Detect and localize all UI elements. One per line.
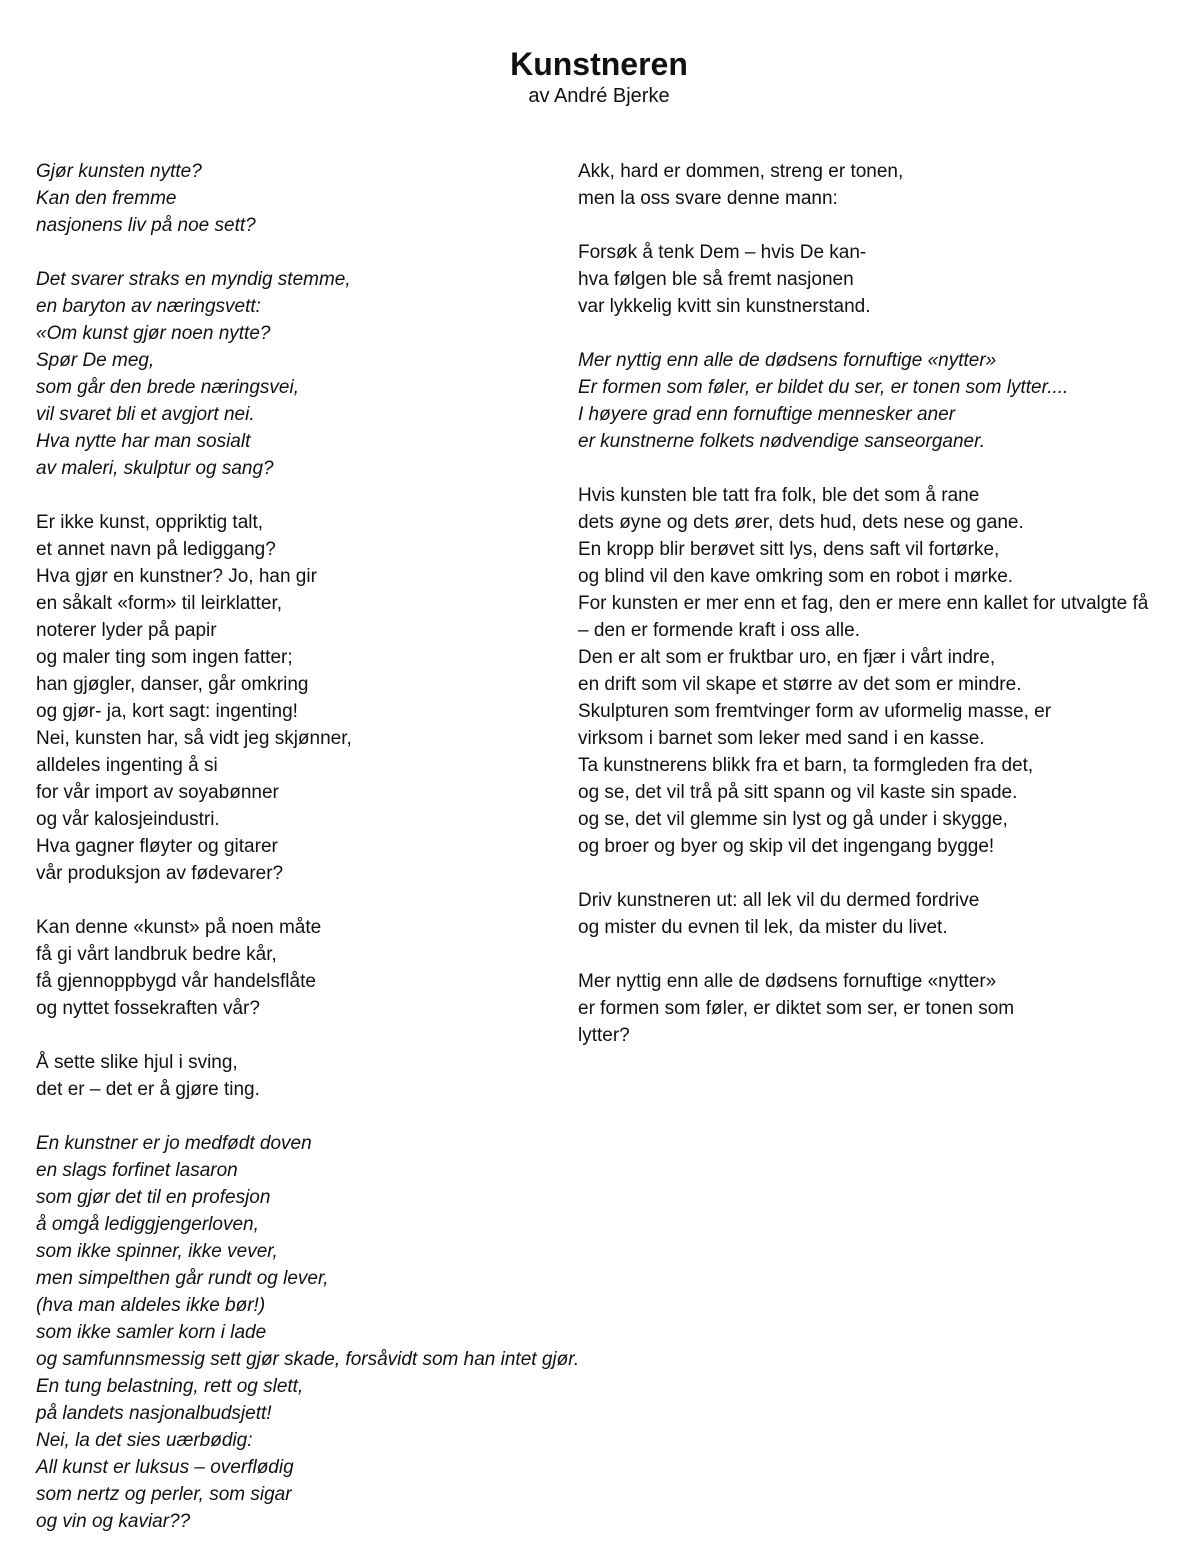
poem-column-left xyxy=(36,158,616,1562)
poem-line: Spør De meg, xyxy=(36,350,155,371)
poem-line: alldeles ingenting å si xyxy=(36,755,218,776)
stanza xyxy=(36,914,616,1022)
poem-line: (hva man aldeles ikke bør!) xyxy=(36,1295,266,1316)
poem-author: av André Bjerke xyxy=(528,85,670,107)
poem-line: få gi vårt landbruk bedre kår, xyxy=(36,944,277,965)
poem-line: og gjør- ja, kort sagt: ingenting! xyxy=(36,701,298,722)
poem-line: var lykkelig kvitt sin kunstnerstand. xyxy=(578,296,871,317)
poem-line: Driv kunstneren ut: all lek vil du dermed fordrive xyxy=(578,890,980,911)
stanza xyxy=(36,266,616,482)
poem-line: For kunsten er mer enn et fag, den er mere enn kallet for utvalgte få xyxy=(578,593,1149,614)
poem-line: han gjøgler, danser, går omkring xyxy=(36,674,309,695)
stanza xyxy=(578,887,1193,941)
poem-line: I høyere grad enn fornuftige mennesker aner xyxy=(578,404,956,425)
poem-line: få gjennoppbygd vår handelsflåte xyxy=(36,971,316,992)
poem-line: En kunstner er jo medfødt doven xyxy=(36,1133,312,1154)
poem-line: Ta kunstnerens blikk fra et barn, ta formgleden fra det, xyxy=(578,755,1034,776)
poem-line: Hva gjør en kunstner? Jo, han gir xyxy=(36,566,317,587)
poem-line: som ikke samler korn i lade xyxy=(36,1322,267,1343)
poem-line: på landets nasjonalbudsjett! xyxy=(36,1403,272,1424)
poem-line: Det svarer straks en myndig stemme, xyxy=(36,269,351,290)
poem-line: og maler ting som ingen fatter; xyxy=(36,647,293,668)
poem-line: og blind vil den kave omkring som en robot i mørke. xyxy=(578,566,1014,587)
poem-line: Akk, hard er dommen, streng er tonen, xyxy=(578,161,904,182)
poem-line: og nyttet fossekraften vår? xyxy=(36,998,260,1019)
poem-line: som nertz og perler, som sigar xyxy=(36,1484,292,1505)
poem-line: og samfunnsmessig sett gjør skade, forsåvidt som han intet gjør. xyxy=(36,1349,580,1370)
stanza xyxy=(36,158,616,239)
poem-line: en slags forfinet lasaron xyxy=(36,1160,238,1181)
poem-line: men simpelthen går rundt og lever, xyxy=(36,1268,329,1289)
poem-line: og broer og byer og skip vil det ingengang bygge! xyxy=(578,836,995,857)
poem-line: Nei, la det sies uærbødig: xyxy=(36,1430,253,1451)
poem-line: er formen som føler, er diktet som ser, er tonen som xyxy=(578,998,1015,1019)
poem-line: Kan denne «kunst» på noen måte xyxy=(36,917,322,938)
poem-line: Er ikke kunst, oppriktig talt, xyxy=(36,512,264,533)
poem-line: og vår kalosjeindustri. xyxy=(36,809,220,830)
poem-line: Å sette slike hjul i sving, xyxy=(36,1052,238,1073)
poem-line: En tung belastning, rett og slett, xyxy=(36,1376,304,1397)
poem-line: det er – det er å gjøre ting. xyxy=(36,1079,260,1100)
poem-line: en såkalt «form» til leirklatter, xyxy=(36,593,283,614)
poem-line: og se, det vil glemme sin lyst og gå under i skygge, xyxy=(578,809,1008,830)
poem-line: en drift som vil skape et større av det som er mindre. xyxy=(578,674,1022,695)
stanza xyxy=(578,239,1193,320)
poem-line: Skulpturen som fremtvinger form av uformelig masse, er xyxy=(578,701,1052,722)
poem-line: nasjonens liv på noe sett? xyxy=(36,215,256,236)
poem-line: vår produksjon av fødevarer? xyxy=(36,863,284,884)
poem-line: lytter? xyxy=(578,1025,630,1046)
poem-line: av maleri, skulptur og sang? xyxy=(36,458,274,479)
poem-line: noterer lyder på papir xyxy=(36,620,217,641)
poem-line: og mister du evnen til lek, da mister du livet. xyxy=(578,917,948,938)
stanza xyxy=(578,158,1193,212)
poem-line: Den er alt som er fruktbar uro, en fjær i vårt indre, xyxy=(578,647,996,668)
poem-line: «Om kunst gjør noen nytte? xyxy=(36,323,271,344)
poem-line: virksom i barnet som leker med sand i en kasse. xyxy=(578,728,985,749)
poem-line: vil svaret bli et avgjort nei. xyxy=(36,404,255,425)
poem-line: Kan den fremme xyxy=(36,188,177,209)
poem-line: Gjør kunsten nytte? xyxy=(36,161,202,182)
stanza xyxy=(36,1130,616,1535)
poem-line: som ikke spinner, ikke vever, xyxy=(36,1241,278,1262)
stanza xyxy=(578,347,1193,455)
poem-column-right xyxy=(578,158,1193,1076)
poem-line: Er formen som føler, er bildet du ser, er tonen som lytter.... xyxy=(578,377,1069,398)
poem-line: som går den brede næringsvei, xyxy=(36,377,299,398)
poem-line: Hva nytte har man sosialt xyxy=(36,431,251,452)
poem-line: Mer nyttig enn alle de dødsens fornuftige «nytter» xyxy=(578,350,997,371)
poem-line: dets øyne og dets ører, dets hud, dets nese og gane. xyxy=(578,512,1024,533)
poem-line: Nei, kunsten har, så vidt jeg skjønner, xyxy=(36,728,352,749)
poem-line: Hva gagner fløyter og gitarer xyxy=(36,836,278,857)
poem-line: hva følgen ble så fremt nasjonen xyxy=(578,269,854,290)
poem-line: og se, det vil trå på sitt spann og vil kaste sin spade. xyxy=(578,782,1018,803)
stanza xyxy=(36,509,616,887)
poem-line: et annet navn på lediggang? xyxy=(36,539,276,560)
poem-line: for vår import av soyabønner xyxy=(36,782,279,803)
poem-line: All kunst er luksus – overflødig xyxy=(36,1457,294,1478)
poem-line: en baryton av næringsvett: xyxy=(36,296,261,317)
poem-line: som gjør det til en profesjon xyxy=(36,1187,271,1208)
poem-line: å omgå lediggjengerloven, xyxy=(36,1214,259,1235)
poem-line: er kunstnerne folkets nødvendige sanseorganer. xyxy=(578,431,985,452)
poem-line: En kropp blir berøvet sitt lys, dens saft vil fortørke, xyxy=(578,539,1000,560)
poem-line: – den er formende kraft i oss alle. xyxy=(578,620,860,641)
poem-line: men la oss svare denne mann: xyxy=(578,188,838,209)
poem-line: Forsøk å tenk Dem – hvis De kan- xyxy=(578,242,867,263)
poem-title: Kunstneren xyxy=(510,46,688,82)
poem-line: og vin og kaviar?? xyxy=(36,1511,191,1532)
poem-line: Mer nyttig enn alle de dødsens fornuftige «nytter» xyxy=(578,971,997,992)
poem-line: Hvis kunsten ble tatt fra folk, ble det som å rane xyxy=(578,485,980,506)
stanza xyxy=(578,968,1193,1049)
stanza xyxy=(578,482,1193,860)
stanza xyxy=(36,1049,616,1103)
